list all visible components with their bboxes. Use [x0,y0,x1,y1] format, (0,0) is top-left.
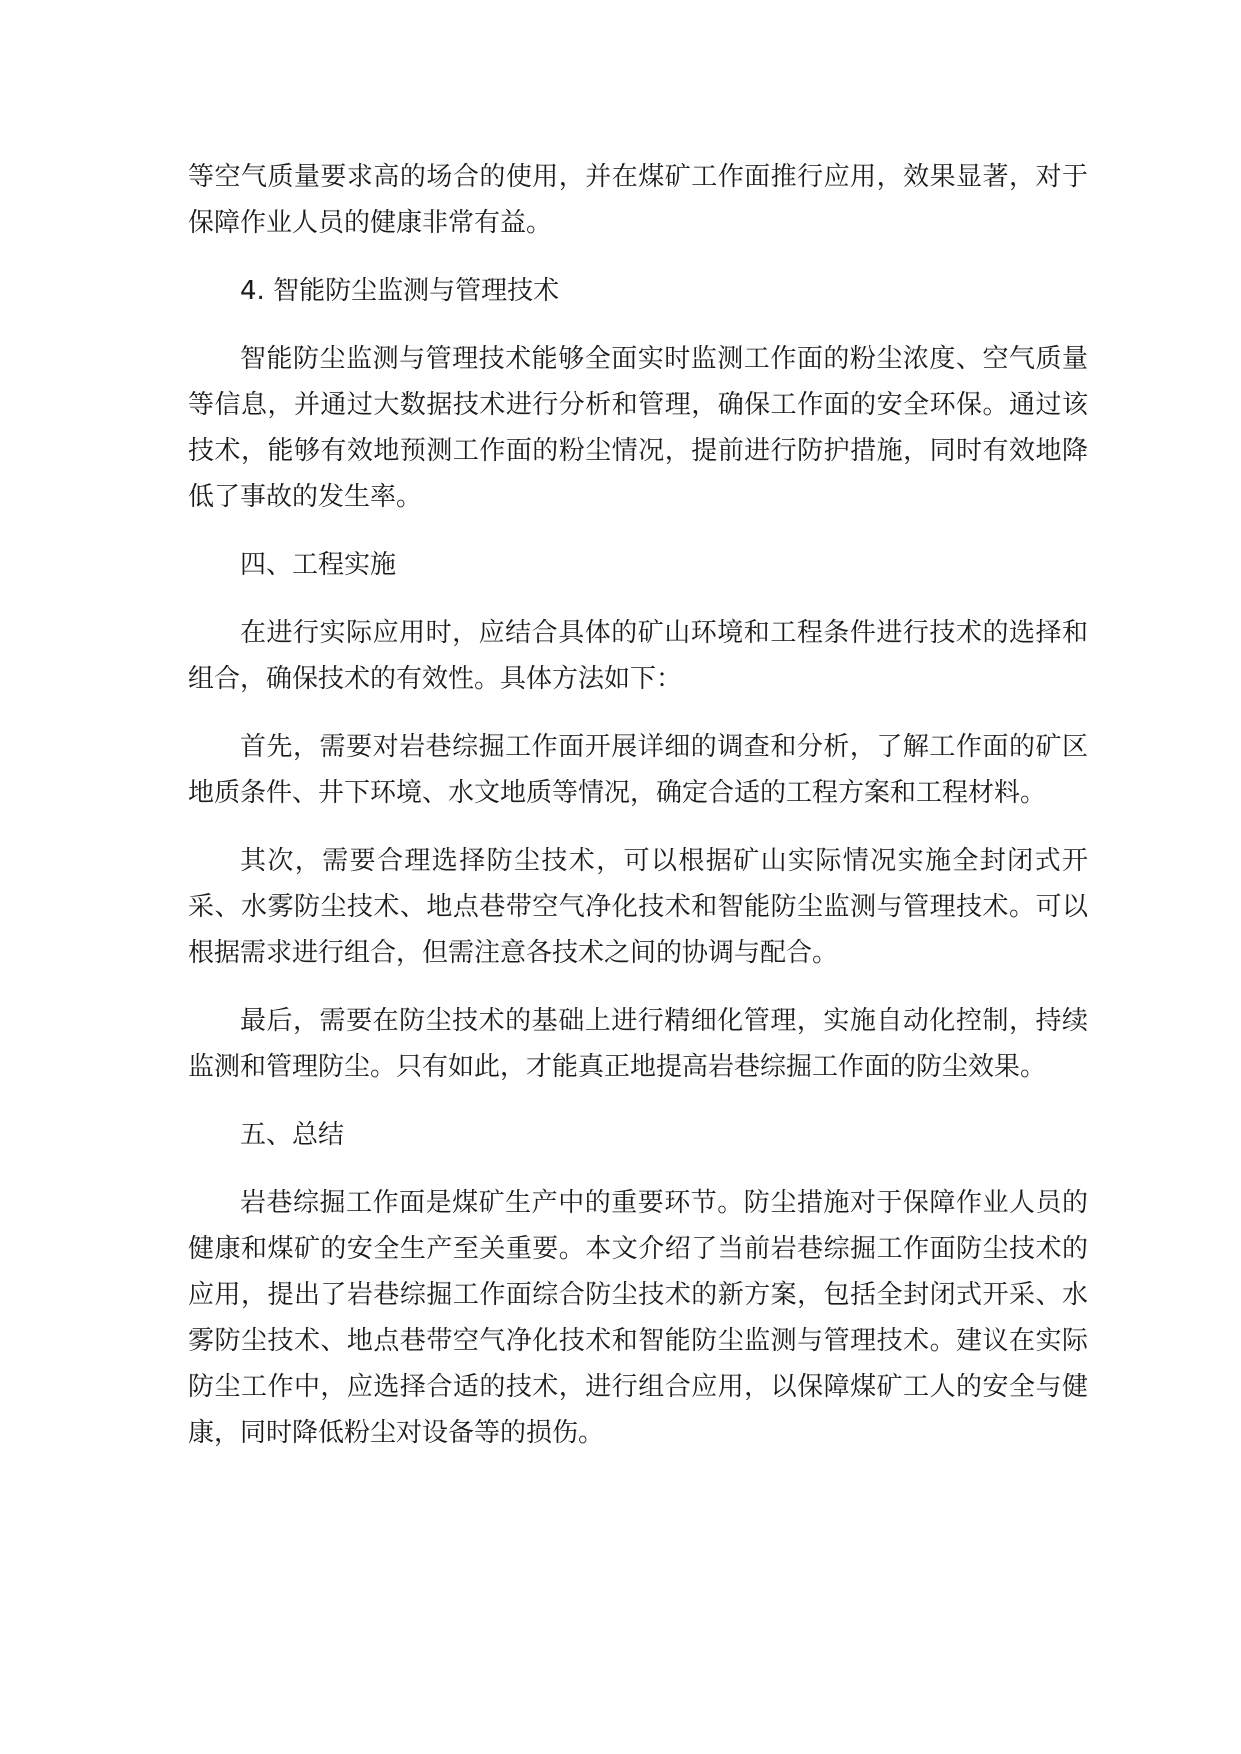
section-heading-smart-dust-monitoring: 4. 智能防尘监测与管理技术 [240,276,560,306]
paragraph: 在进行实际应用时，应结合具体的矿山环境和工程条件进行技术的选择和组合，确保技术的有效性。具体方法如下： [188,618,1088,694]
paragraph: 岩巷综掘工作面是煤矿生产中的重要环节。防尘措施对于保障作业人员的健康和煤矿的安全生产至关重要。本文介绍了当前岩巷综掘工作面防尘技术的应用，提出了岩巷综掘工作面综合防尘技术的新方案，包括全封闭式开采、水雾防尘技术、地点巷带空气净化技术和智能防尘监测与管理技术。建议在实际防尘工作中，应选择合适的技术，进行组合应用，以保障煤矿工人的安全与健康，同时降低粉尘对设备等的损伤。 [188,1188,1088,1448]
section-heading-summary: 五、总结 [240,1120,345,1150]
paragraph: 其次，需要合理选择防尘技术，可以根据矿山实际情况实施全封闭式开采、水雾防尘技术、地点巷带空气净化技术和智能防尘监测与管理技术。可以根据需求进行组合，但需注意各技术之间的协调与配合。 [188,846,1088,968]
paragraph-continued: 等空气质量要求高的场合的使用，并在煤矿工作面推行应用，效果显著，对于保障作业人员的健康非常有益。 [188,162,1088,238]
paragraph: 最后，需要在防尘技术的基础上进行精细化管理，实施自动化控制，持续监测和管理防尘。只有如此，才能真正地提高岩巷综掘工作面的防尘效果。 [188,1006,1088,1082]
section-heading-engineering-implementation: 四、工程实施 [240,550,397,580]
paragraph: 智能防尘监测与管理技术能够全面实时监测工作面的粉尘浓度、空气质量等信息，并通过大数据技术进行分析和管理，确保工作面的安全环保。通过该技术，能够有效地预测工作面的粉尘情况，提前进行防护措施，同时有效地降低了事故的发生率。 [188,344,1088,512]
paragraph: 首先，需要对岩巷综掘工作面开展详细的调查和分析，了解工作面的矿区地质条件、井下环境、水文地质等情况，确定合适的工程方案和工程材料。 [188,732,1088,808]
document-body [188,154,1088,1456]
